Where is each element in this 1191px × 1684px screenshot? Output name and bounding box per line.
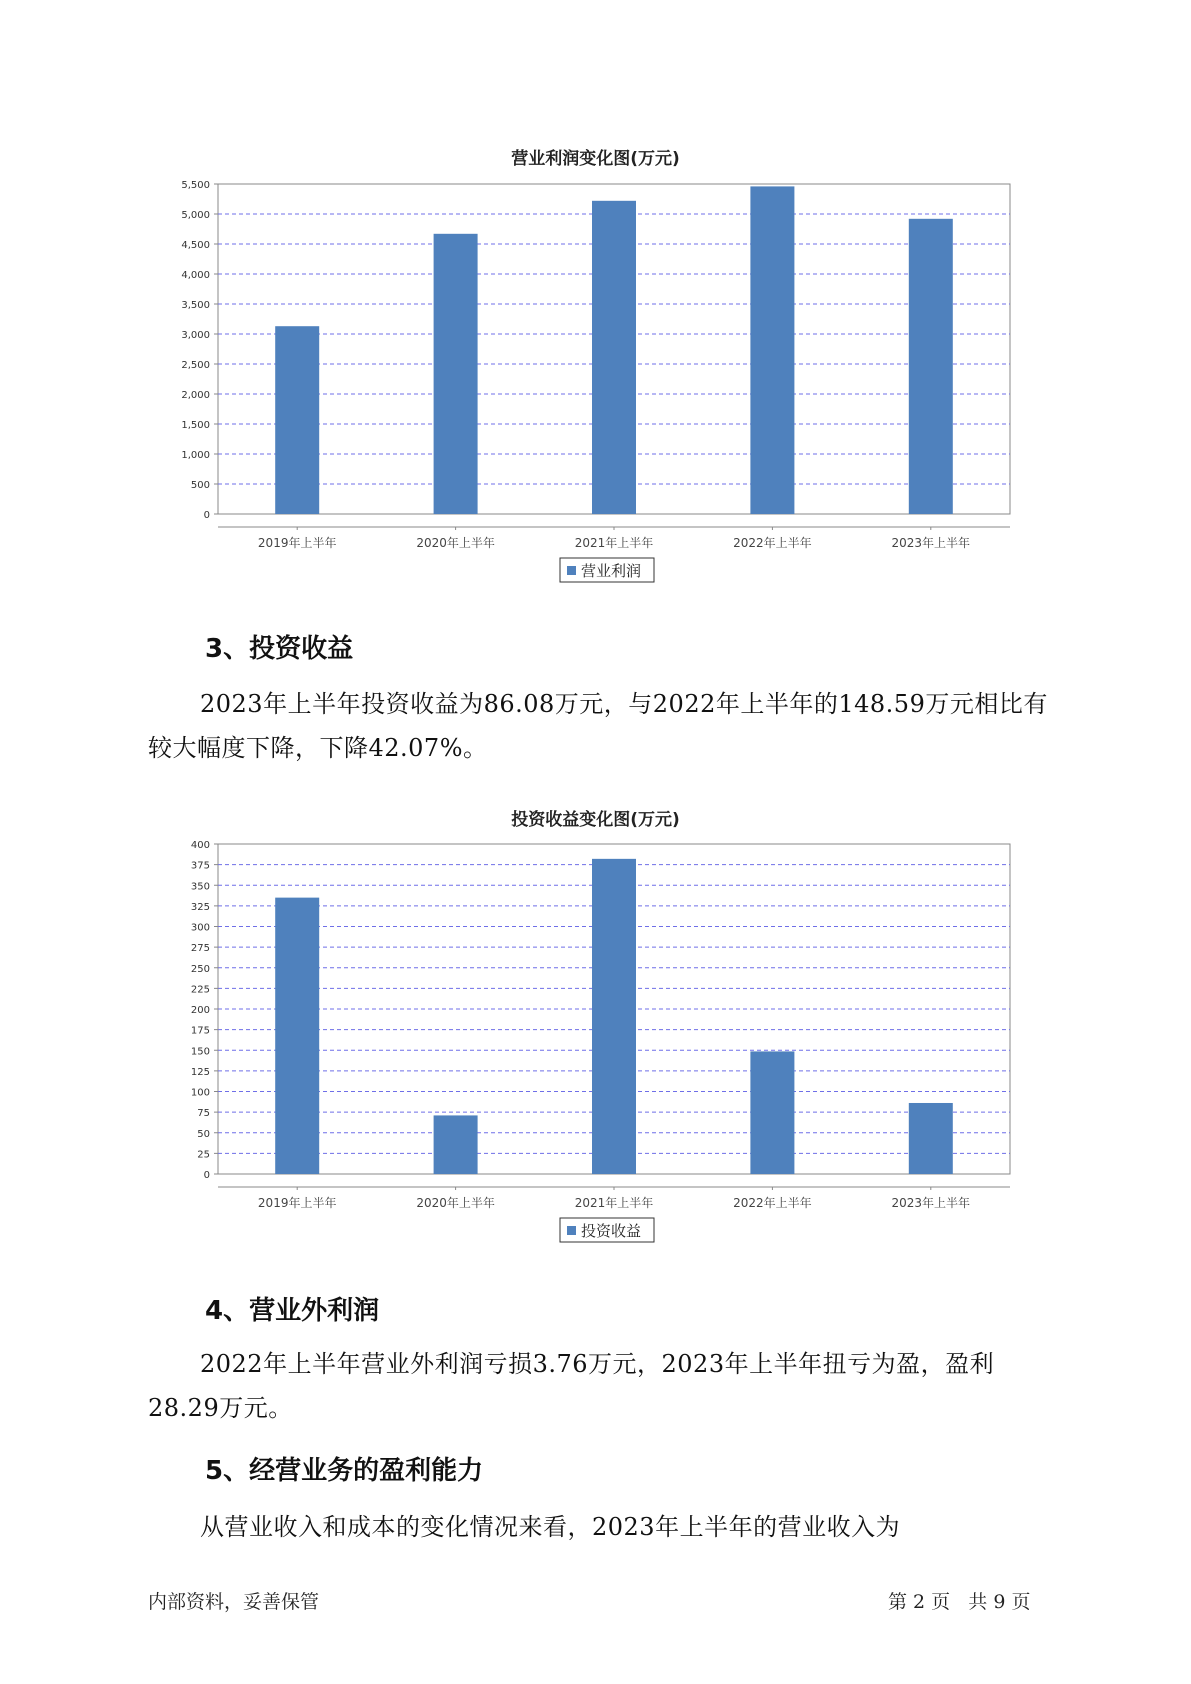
x-tick-label: 2023年上半年	[891, 1196, 971, 1210]
bar-2020年上半年	[434, 1115, 478, 1174]
y-tick-label: 100	[190, 1087, 210, 1099]
y-tick-label: 150	[190, 1046, 210, 1058]
x-tick-label: 2021年上半年	[574, 536, 654, 550]
bar-2023年上半年	[909, 219, 953, 514]
footer-confidential-note: 内部资料，妥善保管	[148, 1591, 320, 1613]
bar-2021年上半年	[592, 201, 636, 514]
y-tick-label: 500	[190, 480, 210, 491]
x-tick-label: 2023年上半年	[891, 536, 971, 550]
paragraph-non-operating: 2022年上半年营业外利润亏损3.76万元，2023年上半年扭亏为盈，盈利28.29万元。	[148, 1350, 995, 1422]
chart-title-operating-profit: 营业利润变化图(万元)	[511, 149, 680, 169]
y-tick-label: 250	[190, 963, 210, 975]
x-tick-label: 2020年上半年	[416, 1196, 495, 1210]
legend-label: 营业利润	[581, 562, 642, 580]
x-tick-label: 2019年上半年	[257, 536, 337, 550]
y-tick-label: 175	[190, 1025, 210, 1037]
y-tick-label: 1,000	[181, 450, 210, 461]
y-tick-label: 25	[197, 1149, 210, 1161]
y-tick-label: 0	[203, 510, 210, 521]
bar-2022年上半年	[750, 1051, 794, 1174]
y-tick-label: 200	[190, 1005, 210, 1016]
x-tick-label: 2019年上半年	[257, 1196, 337, 1210]
chart-title-investment-income: 投资收益变化图(万元)	[511, 810, 680, 830]
y-tick-label: 0	[203, 1170, 210, 1181]
section-heading-investment: 3、投资收益	[205, 634, 354, 664]
y-tick-label: 4,000	[181, 270, 210, 281]
y-tick-label: 4,500	[181, 240, 210, 251]
y-tick-label: 2,000	[181, 390, 210, 401]
bar-2023年上半年	[909, 1103, 953, 1174]
y-tick-label: 225	[190, 984, 210, 996]
y-tick-label: 50	[197, 1128, 210, 1140]
bar-2021年上半年	[592, 859, 636, 1174]
y-tick-label: 350	[190, 881, 210, 893]
paragraph-profitability: 从营业收入和成本的变化情况来看，2023年上半年的营业收入为	[200, 1513, 901, 1541]
chart-legend	[560, 1218, 654, 1242]
investment-income-chart	[0, 830, 1191, 1250]
y-tick-label: 400	[190, 840, 210, 851]
y-tick-label: 1,500	[181, 420, 210, 431]
x-tick-label: 2020年上半年	[416, 536, 495, 550]
footer-page-number: 第 2 页 共 9 页	[888, 1591, 1031, 1613]
y-tick-label: 325	[190, 901, 210, 913]
y-tick-label: 375	[190, 860, 210, 872]
bar-2019年上半年	[275, 898, 319, 1174]
y-tick-label: 300	[190, 922, 210, 934]
y-tick-label: 125	[190, 1066, 210, 1078]
bar-2020年上半年	[434, 234, 478, 514]
y-tick-label: 3,000	[181, 330, 210, 341]
paragraph-investment: 2023年上半年投资收益为86.08万元，与2022年上半年的148.59万元相比有较大幅度下降，下降42.07%。	[148, 690, 1048, 762]
y-tick-label: 5,000	[181, 210, 210, 221]
y-tick-label: 275	[190, 943, 210, 955]
y-tick-label: 75	[197, 1108, 210, 1120]
chart-legend	[560, 558, 654, 582]
legend-swatch	[567, 1226, 576, 1235]
x-tick-label: 2022年上半年	[733, 536, 812, 550]
x-tick-label: 2022年上半年	[733, 1196, 812, 1210]
y-tick-label: 2,500	[181, 360, 210, 371]
operating-profit-chart	[0, 170, 1191, 590]
section-heading-profitability: 5、经营业务的盈利能力	[205, 1456, 484, 1486]
section-heading-non-operating: 4、营业外利润	[205, 1296, 380, 1326]
y-tick-label: 3,500	[181, 300, 210, 311]
bar-2022年上半年	[750, 186, 794, 514]
x-tick-label: 2021年上半年	[574, 1196, 654, 1210]
legend-label: 投资收益	[581, 1222, 642, 1240]
y-tick-label: 5,500	[181, 180, 210, 191]
bar-2019年上半年	[275, 326, 319, 514]
legend-swatch	[567, 566, 576, 575]
